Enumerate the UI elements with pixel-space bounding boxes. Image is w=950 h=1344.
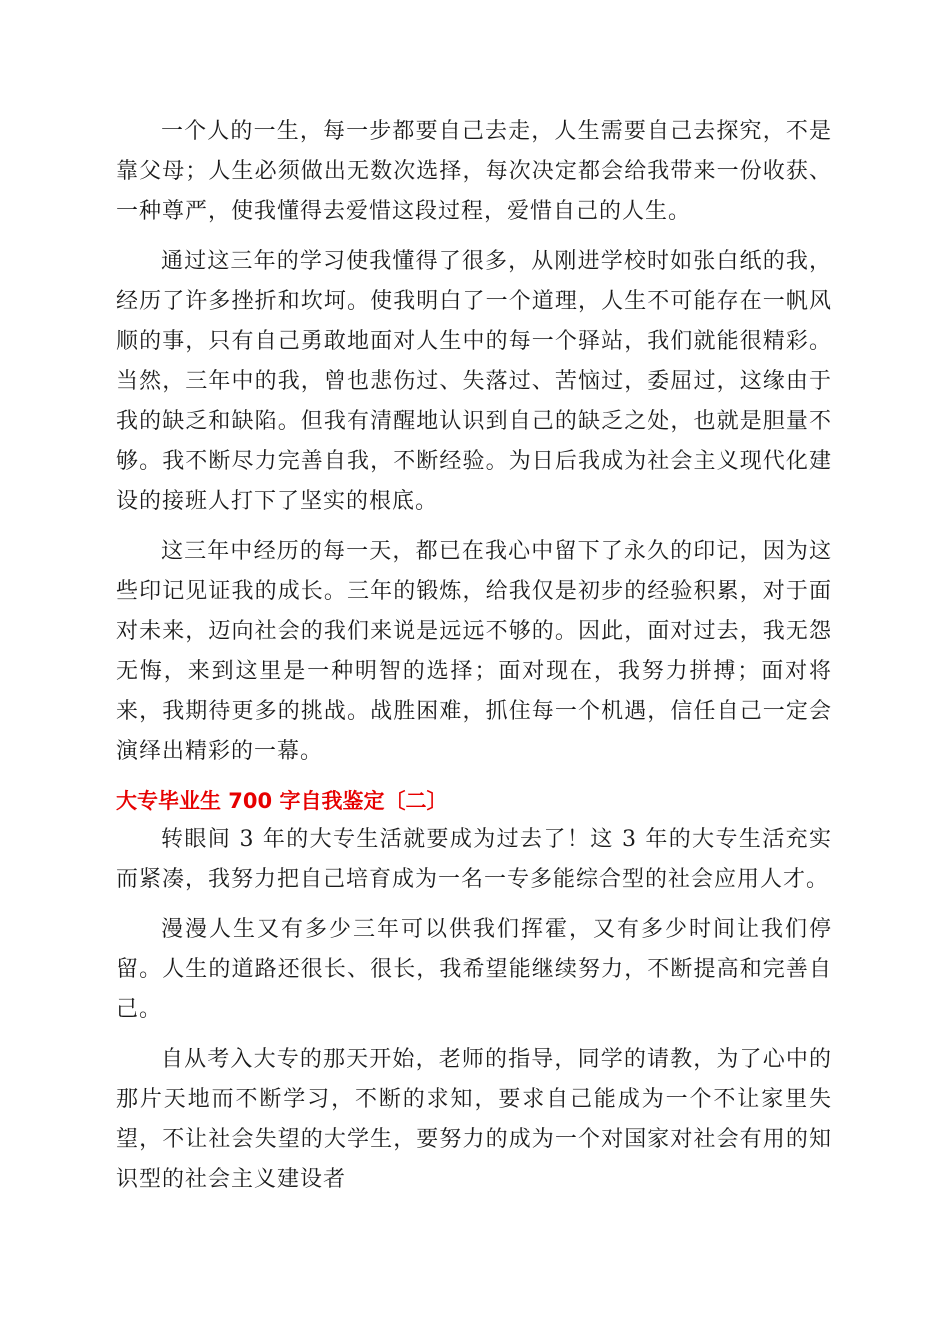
paragraph-5: 漫漫人生又有多少三年可以供我们挥霍，又有多少时间让我们停留。人生的道路还很长、很长，我希望能继续努力，不断提高和完善自己。 bbox=[116, 917, 832, 1022]
paragraph-3: 这三年中经历的每一天，都已在我心中留下了永久的印记，因为这些印记见证我的成长。三年的锻炼，给我仅是初步的经验积累，对于面对未来，迈向社会的我们来说是远远不够的。因此，面对过去，我无怨无悔，来到这里是一种明智的选择；面对现在，我努力拼搏；面对将来，我期待更多的挑战。战胜困难，抓住每一个机遇，信任自己一定会演绎出精彩的一幕。 bbox=[116, 539, 832, 764]
paragraph-4: 转眼间 3 年的大专生活就要成为过去了！这 3 年的大专生活充实而紧凑，我努力把自己培育成为一名一专多能综合型的社会应用人才。 bbox=[116, 827, 832, 892]
section-heading: 大专毕业生 700 字自我鉴定〔二〕 bbox=[116, 789, 448, 813]
paragraph-2: 通过这三年的学习使我懂得了很多，从刚进学校时如张白纸的我，经历了许多挫折和坎坷。使我明白了一个道理，人生不可能存在一帆风顺的事，只有自己勇敢地面对人生中的每一个驿站，我们就能很精彩。当然，三年中的我，曾也悲伤过、失落过、苦恼过，委屈过，这缘由于我的缺乏和缺陷。但我有清醒地认识到自己的缺乏之处，也就是胆量不够。我不断尽力完善自我，不断经验。为日后我成为社会主义现代化建设的接班人打下了坚实的根底。 bbox=[116, 249, 832, 514]
document-body bbox=[116, 112, 832, 1210]
paragraph-1: 一个人的一生，每一步都要自己去走，人生需要自己去探究，不是靠父母；人生必须做出无数次选择，每次决定都会给我带来一份收获、一种尊严，使我懂得去爱惜这段过程，爱惜自己的人生。 bbox=[116, 119, 832, 224]
paragraph-6: 自从考入大专的那天开始，老师的指导，同学的请教，为了心中的那片天地而不断学习，不断的求知，要求自己能成为一个不让家里失望，不让社会失望的大学生，要努力的成为一个对国家对社会有用的知识型的社会主义建设者 bbox=[116, 1047, 832, 1192]
